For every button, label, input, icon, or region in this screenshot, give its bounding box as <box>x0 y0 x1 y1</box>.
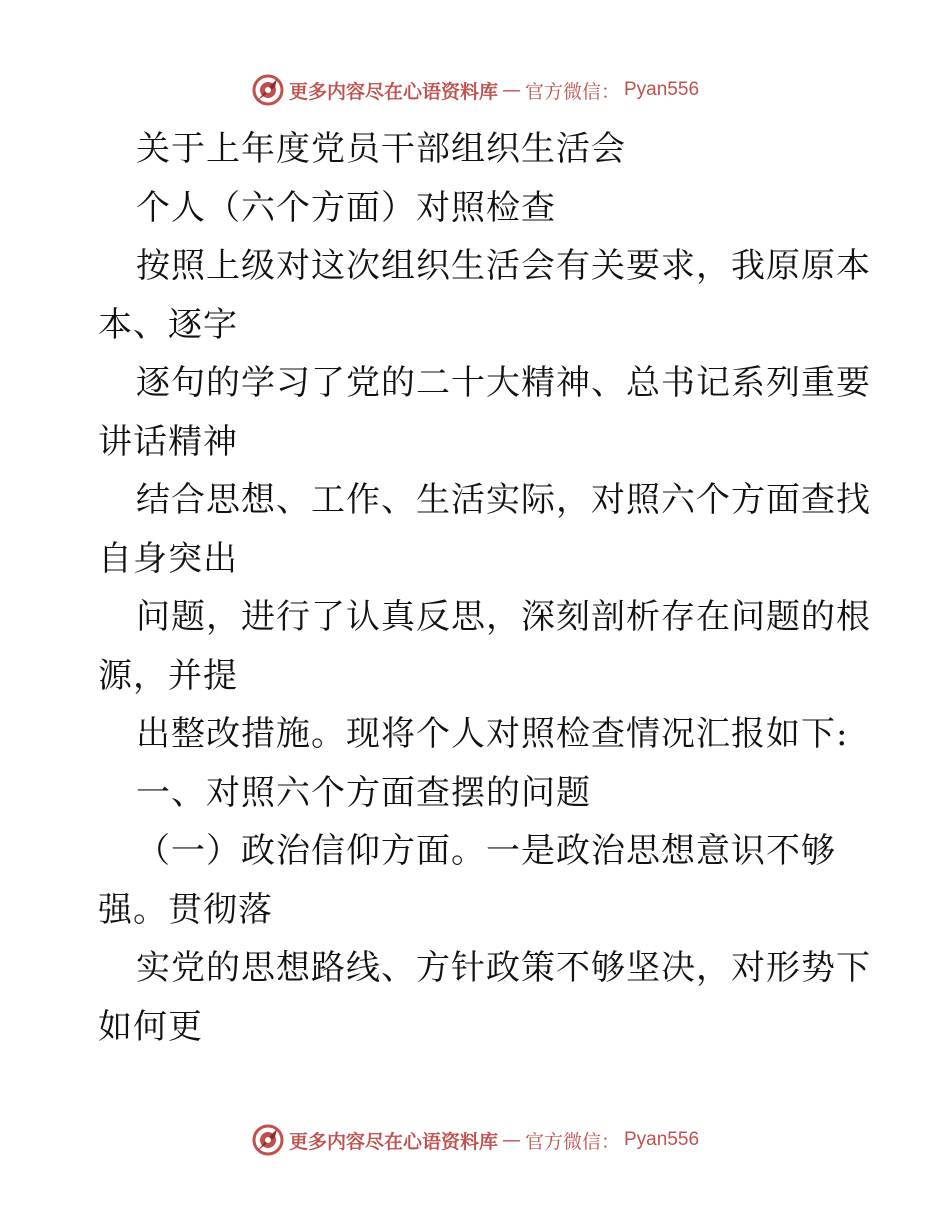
document-body <box>98 120 871 1056</box>
doc-line: 一、对照六个方面查摆的问题 <box>136 772 591 813</box>
header-separator: — <box>501 79 521 101</box>
header-banner-content <box>251 73 699 107</box>
quill-pen-logo-icon <box>251 1123 285 1157</box>
footer-brand-text: 更多内容尽在心语资料库 <box>288 1130 498 1153</box>
footer-banner-content <box>251 1123 699 1157</box>
header-banner <box>0 70 950 110</box>
header-brand-text: 更多内容尽在心语资料库 <box>288 80 498 103</box>
doc-line: 实党的思想路线、方针政策不够坚决，对形势下 <box>136 948 871 988</box>
header-wechat-id: Pyan556 <box>624 79 700 100</box>
footer-separator: — <box>501 1129 521 1151</box>
header-wechat-label: 官方微信： <box>524 80 620 103</box>
doc-line: 按照上级对这次组织生活会有关要求，我原原本 <box>136 246 871 286</box>
doc-line: 逐句的学习了党的二十大精神、总书记系列重要 <box>136 363 871 403</box>
doc-line: 问题，进行了认真反思，深刻剖析存在问题的根 <box>136 597 871 637</box>
doc-line: 源，并提 <box>98 655 238 696</box>
footer-wechat-id: Pyan556 <box>624 1129 700 1150</box>
doc-line: 结合思想、工作、生活实际，对照六个方面查找 <box>136 480 871 520</box>
doc-line: 自身突出 <box>98 538 238 579</box>
doc-line: 本、逐字 <box>98 304 238 345</box>
doc-line: （一）政治信仰方面。一是政治思想意识不够 <box>136 831 836 871</box>
footer-wechat-label: 官方微信： <box>524 1130 620 1153</box>
footer-banner <box>0 1120 950 1160</box>
quill-pen-logo-icon <box>251 73 285 107</box>
doc-line: 出整改措施。现将个人对照检查情况汇报如下: <box>136 714 849 754</box>
doc-line: 关于上年度党员干部组织生活会 <box>136 129 626 169</box>
doc-line: 个人（六个方面）对照检查 <box>136 187 556 228</box>
doc-line: 讲话精神 <box>98 421 238 462</box>
doc-line: 强。贯彻落 <box>98 889 273 930</box>
doc-line: 如何更 <box>98 1006 203 1047</box>
